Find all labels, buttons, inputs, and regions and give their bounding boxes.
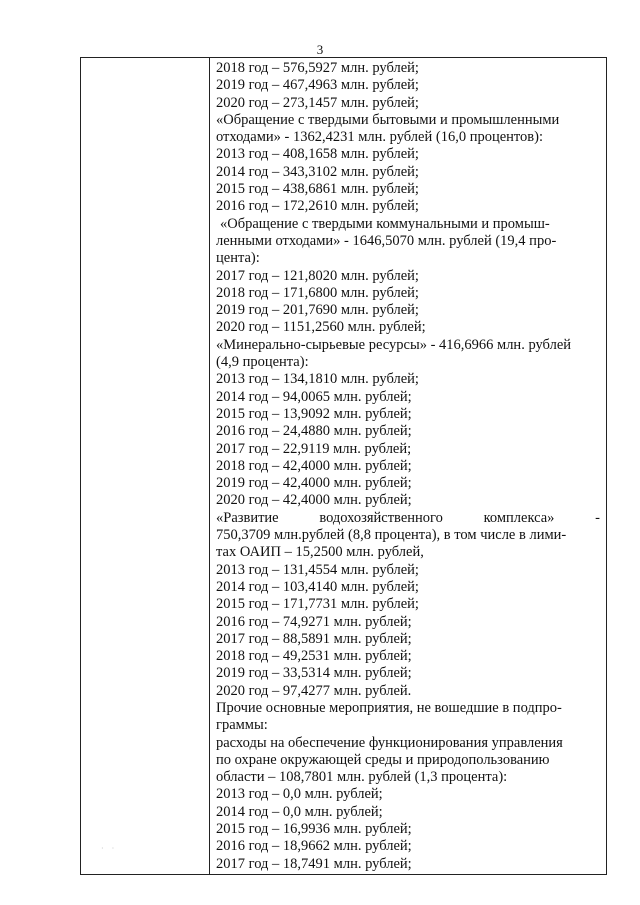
text-line: Прочие основные мероприятия, не вошедшие в подпро-: [216, 699, 562, 716]
text-line-justified: [216, 510, 600, 527]
text-line: 2018 год – 42,4000 млн. рублей;: [216, 457, 412, 474]
text-line: расходы на обеспечение функционирования управления: [216, 734, 563, 751]
text-line: 2020 год – 1151,2560 млн. рублей;: [216, 319, 426, 336]
text-line: 2016 год – 74,9271 млн. рублей;: [216, 613, 412, 630]
text-line: отходами» - 1362,4231 млн. рублей (16,0 процентов):: [216, 129, 544, 146]
text-line: (4,9 процента):: [216, 354, 309, 371]
text-line: 2019 год – 42,4000 млн. рублей;: [216, 475, 412, 492]
word: -: [595, 509, 600, 526]
text-line: ленными отходами» - 1646,5070 млн. рублей (19,4 про-: [216, 232, 557, 249]
text-line: 2013 год – 0,0 млн. рублей;: [216, 786, 383, 803]
table-right-column: [216, 60, 600, 873]
text-line: 2018 год – 171,6800 млн. рублей;: [216, 284, 419, 301]
document-table: [80, 57, 607, 875]
text-line: 2017 год – 121,8020 млн. рублей;: [216, 267, 419, 284]
text-line: 2014 год – 103,4140 млн. рублей;: [216, 578, 419, 595]
text-line: 2019 год – 201,7690 млн. рублей;: [216, 302, 419, 319]
text-line: 2014 год – 0,0 млн. рублей;: [216, 803, 383, 820]
page-number: 3: [316, 42, 324, 57]
text-line: 2018 год – 576,5927 млн. рублей;: [216, 60, 419, 76]
text-line: цента):: [216, 250, 260, 267]
text-line: 2019 год – 33,5314 млн. рублей;: [216, 665, 412, 682]
text-line: 2020 год – 97,4277 млн. рублей.: [216, 682, 412, 699]
text-line: 2017 год – 22,9119 млн. рублей;: [216, 440, 412, 457]
text-line: 2013 год – 408,1658 млн. рублей;: [216, 146, 419, 163]
text-line: 2016 год – 18,9662 млн. рублей;: [216, 838, 412, 855]
text-line: 2020 год – 273,1457 млн. рублей;: [216, 94, 419, 111]
text-line: 2015 год – 13,9092 млн. рублей;: [216, 405, 412, 422]
text-line: 2014 год – 94,0065 млн. рублей;: [216, 388, 412, 405]
text-line: «Обращение с твердыми коммунальными и промыш-: [220, 215, 550, 232]
text-line: 750,3709 млн.рублей (8,8 процента), в том числе в лими-: [216, 527, 567, 544]
text-line: «Минерально-сырьевые ресурсы» - 416,6966 млн. рублей: [216, 336, 572, 353]
text-line: 2013 год – 131,4554 млн. рублей;: [216, 561, 419, 578]
text-line: граммы:: [216, 717, 268, 734]
text-line: 2016 год – 172,2610 млн. рублей;: [216, 198, 419, 215]
word: комплекса»: [483, 509, 555, 526]
text-line: 2017 год – 18,7491 млн. рублей;: [216, 855, 412, 872]
word: водохозяйственного: [319, 509, 443, 526]
text-line: по охране окружающей среды и природопользованию: [216, 751, 550, 768]
text-line: 2020 год – 42,4000 млн. рублей;: [216, 492, 412, 509]
text-line: 2013 год – 134,1810 млн. рублей;: [216, 371, 419, 388]
text-line: 2017 год – 88,5891 млн. рублей;: [216, 630, 412, 647]
text-line: 2014 год – 343,3102 млн. рублей;: [216, 163, 419, 180]
text-line: 2018 год – 49,2531 млн. рублей;: [216, 648, 412, 665]
text-line: 2015 год – 16,9936 млн. рублей;: [216, 821, 412, 838]
text-line: 2015 год – 171,7731 млн. рублей;: [216, 596, 419, 613]
text-line: 2016 год – 24,4880 млн. рублей;: [216, 423, 412, 440]
text-line: области – 108,7801 млн. рублей (1,3 процента):: [216, 769, 508, 786]
text-line: 2019 год – 467,4963 млн. рублей;: [216, 77, 419, 94]
text-line: «Обращение с твердыми бытовыми и промышленными: [216, 111, 560, 128]
word: «Развитие: [216, 509, 279, 526]
table-left-column: [81, 58, 210, 874]
text-line: тах ОАИП – 15,2500 млн. рублей,: [216, 544, 424, 561]
scan-smudge: · ·: [101, 844, 118, 853]
text-line: 2015 год – 438,6861 млн. рублей;: [216, 181, 419, 198]
